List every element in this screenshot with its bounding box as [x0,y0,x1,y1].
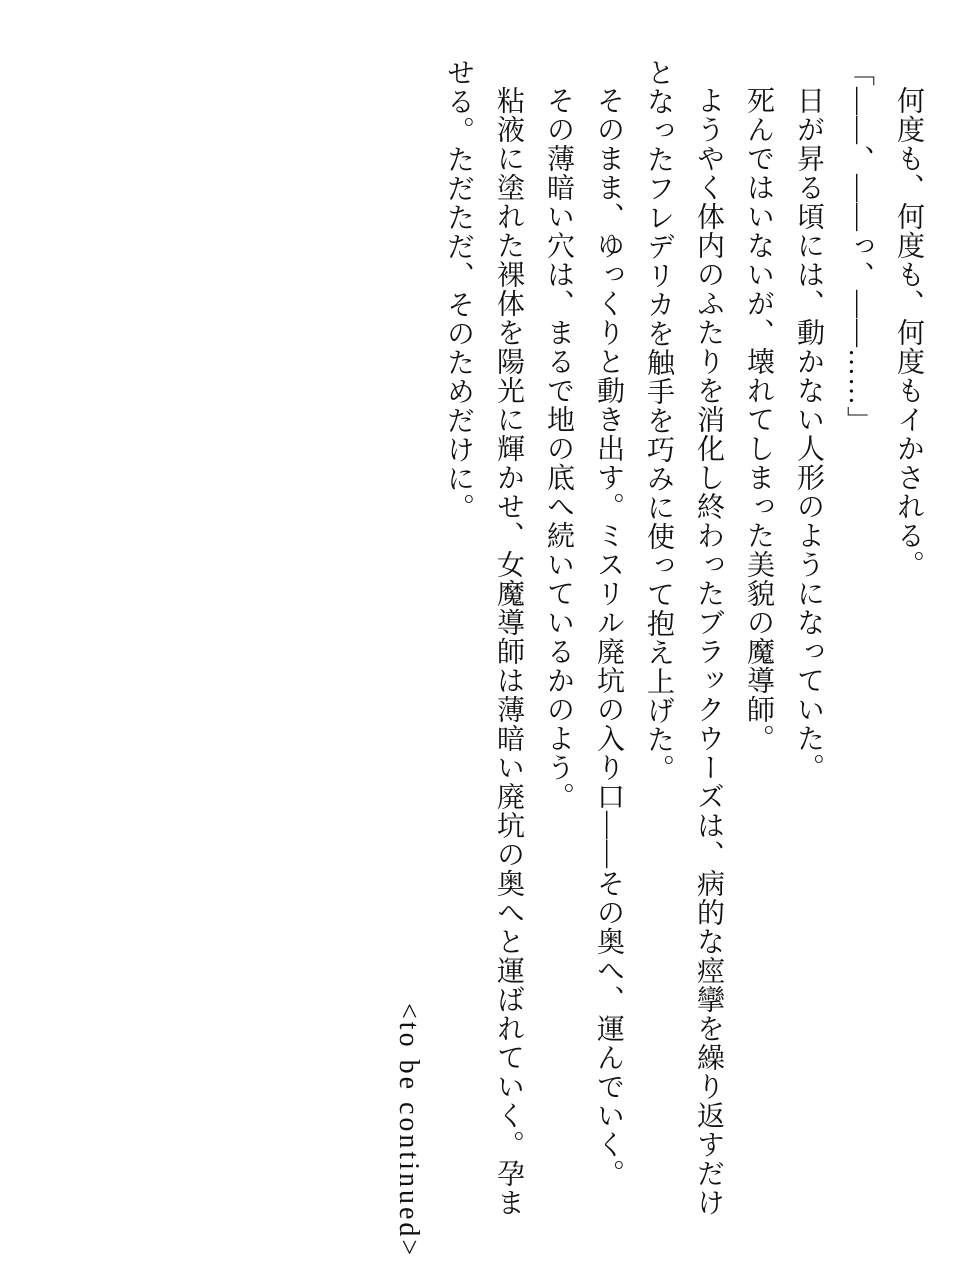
to-be-continued-label: <to be continued> [393,1002,424,1258]
dialogue-line: 「――、――っ、――……」 [843,58,874,435]
story-paragraph-carried-away: 粘液に塗れた裸体を陽光に輝かせ、女魔導師は薄暗い廃坑の奥へと運ばれていく。孕ませる。ただただ、そのためだけに。 [443,58,524,1217]
story-paragraph-dark-hole: その薄暗い穴は、まるで地の底へ続いているかのよう。 [543,86,574,811]
story-paragraph-mine-entrance: そのまま、ゆっくりと動き出す。ミスリル廃坑の入り口――その奥へ、運んでいく。 [593,86,624,1188]
vertical-text-page [383,58,933,1258]
story-paragraph-broken-mage: 死んではいないが、壊れてしまった美貌の魔導師。 [743,86,774,753]
story-paragraph-blackooze: ようやく体内のふたりを消化し終わったブラックウーズは、病的な痙攣を繰り返すだけとなったフレデリカを触手を巧みに使って抱え上げた。 [643,58,724,1217]
story-paragraph-dawn: 日が昇る頃には、動かない人形のようになっていた。 [793,86,824,782]
story-paragraph-climax: 何度も、何度も、何度もイかされる。 [893,86,924,579]
